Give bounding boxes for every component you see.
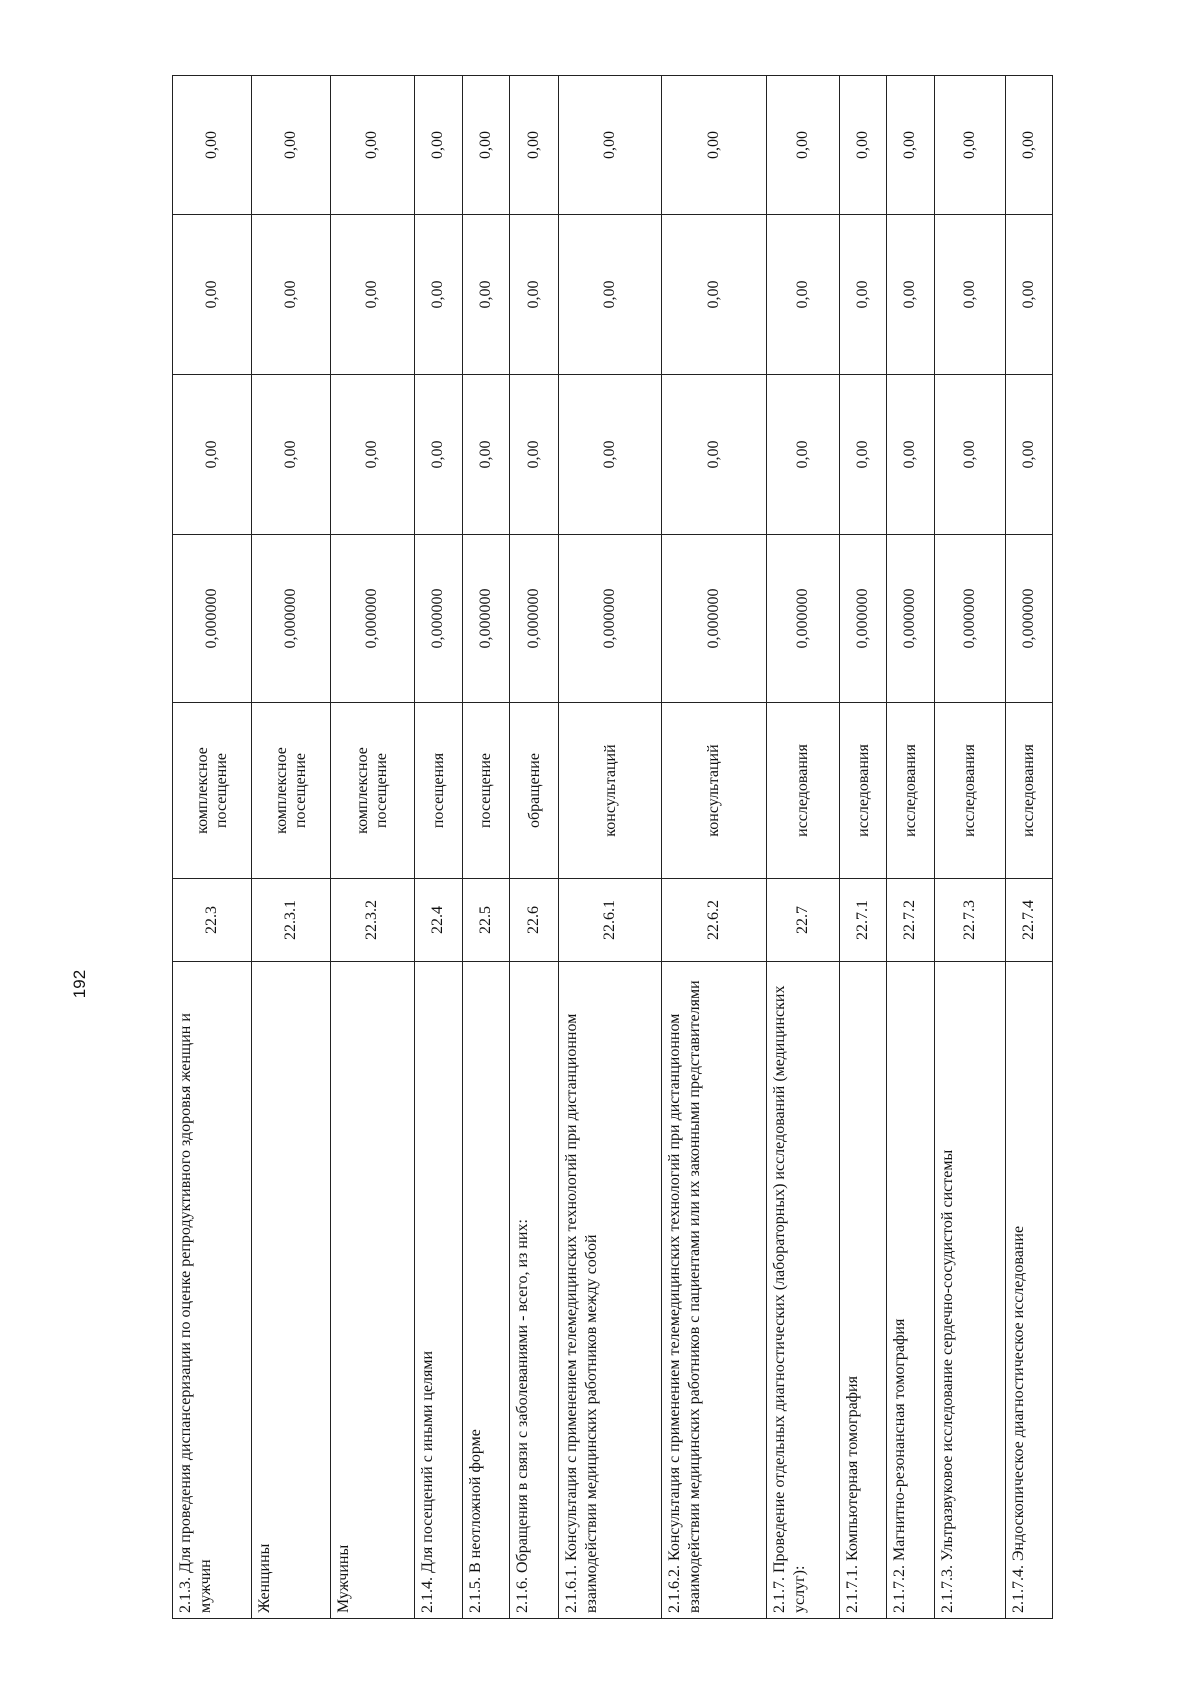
- row-unit-cell: комплексное посещение: [173, 703, 252, 879]
- row-name-cell: 2.1.7.3. Ультразвуковое исследование сердечно-сосудистой системы: [934, 962, 1005, 1619]
- row-name-cell: 2.1.7.1. Компьютерная томография: [839, 962, 886, 1619]
- row-value-4-cell: 0,00: [887, 76, 934, 215]
- row-value-4-cell: 0,00: [1005, 76, 1052, 215]
- row-value-1-cell: 0,000000: [839, 535, 886, 703]
- table-row: [330, 76, 415, 1619]
- row-value-4-cell: 0,00: [330, 76, 415, 215]
- row-value-3-cell: 0,00: [173, 215, 252, 375]
- row-value-3-cell: 0,00: [661, 215, 766, 375]
- row-value-1-cell: 0,000000: [330, 535, 415, 703]
- row-code-cell: 22.5: [462, 879, 509, 962]
- page-number: 192: [70, 969, 89, 999]
- table-row: [415, 76, 462, 1619]
- row-code-cell: 22.7.3: [934, 879, 1005, 962]
- row-name-cell: 2.1.4. Для посещений с иными целями: [415, 962, 462, 1619]
- table-row: [887, 76, 934, 1619]
- row-unit-cell: консультаций: [661, 703, 766, 879]
- row-value-2-cell: 0,00: [462, 375, 509, 535]
- row-code-cell: 22.7: [766, 879, 839, 962]
- row-unit-cell: посещения: [415, 703, 462, 879]
- row-value-4-cell: 0,00: [415, 76, 462, 215]
- row-code-cell: 22.6.2: [661, 879, 766, 962]
- row-value-1-cell: 0,000000: [462, 535, 509, 703]
- table-row: [661, 76, 766, 1619]
- row-value-4-cell: 0,00: [462, 76, 509, 215]
- row-value-1-cell: 0,000000: [934, 535, 1005, 703]
- row-name-cell: 2.1.6.2. Консультация с применением телемедицинских технологий при дистанционном взаимодействии медицинских работников с пациентами или их законными представителями: [661, 962, 766, 1619]
- table-row: [839, 76, 886, 1619]
- rotated-table-wrapper: [172, 76, 1053, 1619]
- row-value-1-cell: 0,000000: [173, 535, 252, 703]
- row-unit-cell: консультаций: [559, 703, 662, 879]
- row-name-cell: Женщины: [251, 962, 330, 1619]
- row-unit-cell: исследования: [934, 703, 1005, 879]
- row-value-2-cell: 0,00: [1005, 375, 1052, 535]
- table-row: [1005, 76, 1052, 1619]
- table-row: [251, 76, 330, 1619]
- row-code-cell: 22.4: [415, 879, 462, 962]
- row-value-4-cell: 0,00: [661, 76, 766, 215]
- row-value-3-cell: 0,00: [330, 215, 415, 375]
- row-value-2-cell: 0,00: [559, 375, 662, 535]
- row-value-2-cell: 0,00: [415, 375, 462, 535]
- row-unit-cell: исследования: [766, 703, 839, 879]
- row-value-3-cell: 0,00: [766, 215, 839, 375]
- row-value-1-cell: 0,000000: [661, 535, 766, 703]
- row-code-cell: 22.6: [509, 879, 559, 962]
- row-name-cell: 2.1.5. В неотложной форме: [462, 962, 509, 1619]
- row-code-cell: 22.6.1: [559, 879, 662, 962]
- row-value-4-cell: 0,00: [839, 76, 886, 215]
- row-name-cell: 2.1.6.1. Консультация с применением телемедицинских технологий при дистанционном взаимодействии медицинских работников между собой: [559, 962, 662, 1619]
- row-name-cell: 2.1.6. Обращения в связи с заболеваниями - всего, из них:: [509, 962, 559, 1619]
- row-unit-cell: обращение: [509, 703, 559, 879]
- row-value-1-cell: 0,000000: [415, 535, 462, 703]
- row-unit-cell: исследования: [887, 703, 934, 879]
- row-unit-cell: посещение: [462, 703, 509, 879]
- row-unit-cell: исследования: [1005, 703, 1052, 879]
- table-row: [559, 76, 662, 1619]
- row-name-cell: 2.1.7. Проведение отдельных диагностических (лабораторных) исследований (медицинских услуг):: [766, 962, 839, 1619]
- table-row: [509, 76, 559, 1619]
- row-value-3-cell: 0,00: [462, 215, 509, 375]
- row-value-3-cell: 0,00: [1005, 215, 1052, 375]
- row-value-4-cell: 0,00: [251, 76, 330, 215]
- row-code-cell: 22.3.1: [251, 879, 330, 962]
- row-value-3-cell: 0,00: [509, 215, 559, 375]
- row-value-4-cell: 0,00: [766, 76, 839, 215]
- row-name-cell: Мужчины: [330, 962, 415, 1619]
- row-code-cell: 22.3.2: [330, 879, 415, 962]
- row-code-cell: 22.7.1: [839, 879, 886, 962]
- table-row: [462, 76, 509, 1619]
- row-unit-cell: комплексное посещение: [251, 703, 330, 879]
- table-row: [173, 76, 252, 1619]
- row-name-cell: 2.1.7.2. Магнитно-резонансная томография: [887, 962, 934, 1619]
- row-value-1-cell: 0,000000: [559, 535, 662, 703]
- row-value-1-cell: 0,000000: [766, 535, 839, 703]
- row-value-3-cell: 0,00: [934, 215, 1005, 375]
- row-value-4-cell: 0,00: [173, 76, 252, 215]
- row-name-cell: 2.1.7.4. Эндоскопическое диагностическое исследование: [1005, 962, 1052, 1619]
- row-value-2-cell: 0,00: [839, 375, 886, 535]
- row-value-2-cell: 0,00: [173, 375, 252, 535]
- row-unit-cell: исследования: [839, 703, 886, 879]
- row-value-3-cell: 0,00: [887, 215, 934, 375]
- row-value-3-cell: 0,00: [251, 215, 330, 375]
- row-value-4-cell: 0,00: [559, 76, 662, 215]
- row-value-1-cell: 0,000000: [1005, 535, 1052, 703]
- data-table: [172, 75, 1053, 1619]
- row-value-1-cell: 0,000000: [509, 535, 559, 703]
- row-value-4-cell: 0,00: [934, 76, 1005, 215]
- row-code-cell: 22.3: [173, 879, 252, 962]
- table-row: [766, 76, 839, 1619]
- row-value-2-cell: 0,00: [934, 375, 1005, 535]
- table-row: [934, 76, 1005, 1619]
- row-name-cell: 2.1.3. Для проведения диспансеризации по оценке репродуктивного здоровья женщин и мужчин: [173, 962, 252, 1619]
- row-value-1-cell: 0,000000: [251, 535, 330, 703]
- row-unit-cell: комплексное посещение: [330, 703, 415, 879]
- row-code-cell: 22.7.2: [887, 879, 934, 962]
- row-value-2-cell: 0,00: [766, 375, 839, 535]
- row-code-cell: 22.7.4: [1005, 879, 1052, 962]
- row-value-2-cell: 0,00: [887, 375, 934, 535]
- row-value-2-cell: 0,00: [330, 375, 415, 535]
- row-value-3-cell: 0,00: [839, 215, 886, 375]
- row-value-2-cell: 0,00: [661, 375, 766, 535]
- row-value-3-cell: 0,00: [559, 215, 662, 375]
- row-value-4-cell: 0,00: [509, 76, 559, 215]
- row-value-2-cell: 0,00: [251, 375, 330, 535]
- row-value-1-cell: 0,000000: [887, 535, 934, 703]
- row-value-3-cell: 0,00: [415, 215, 462, 375]
- row-value-2-cell: 0,00: [509, 375, 559, 535]
